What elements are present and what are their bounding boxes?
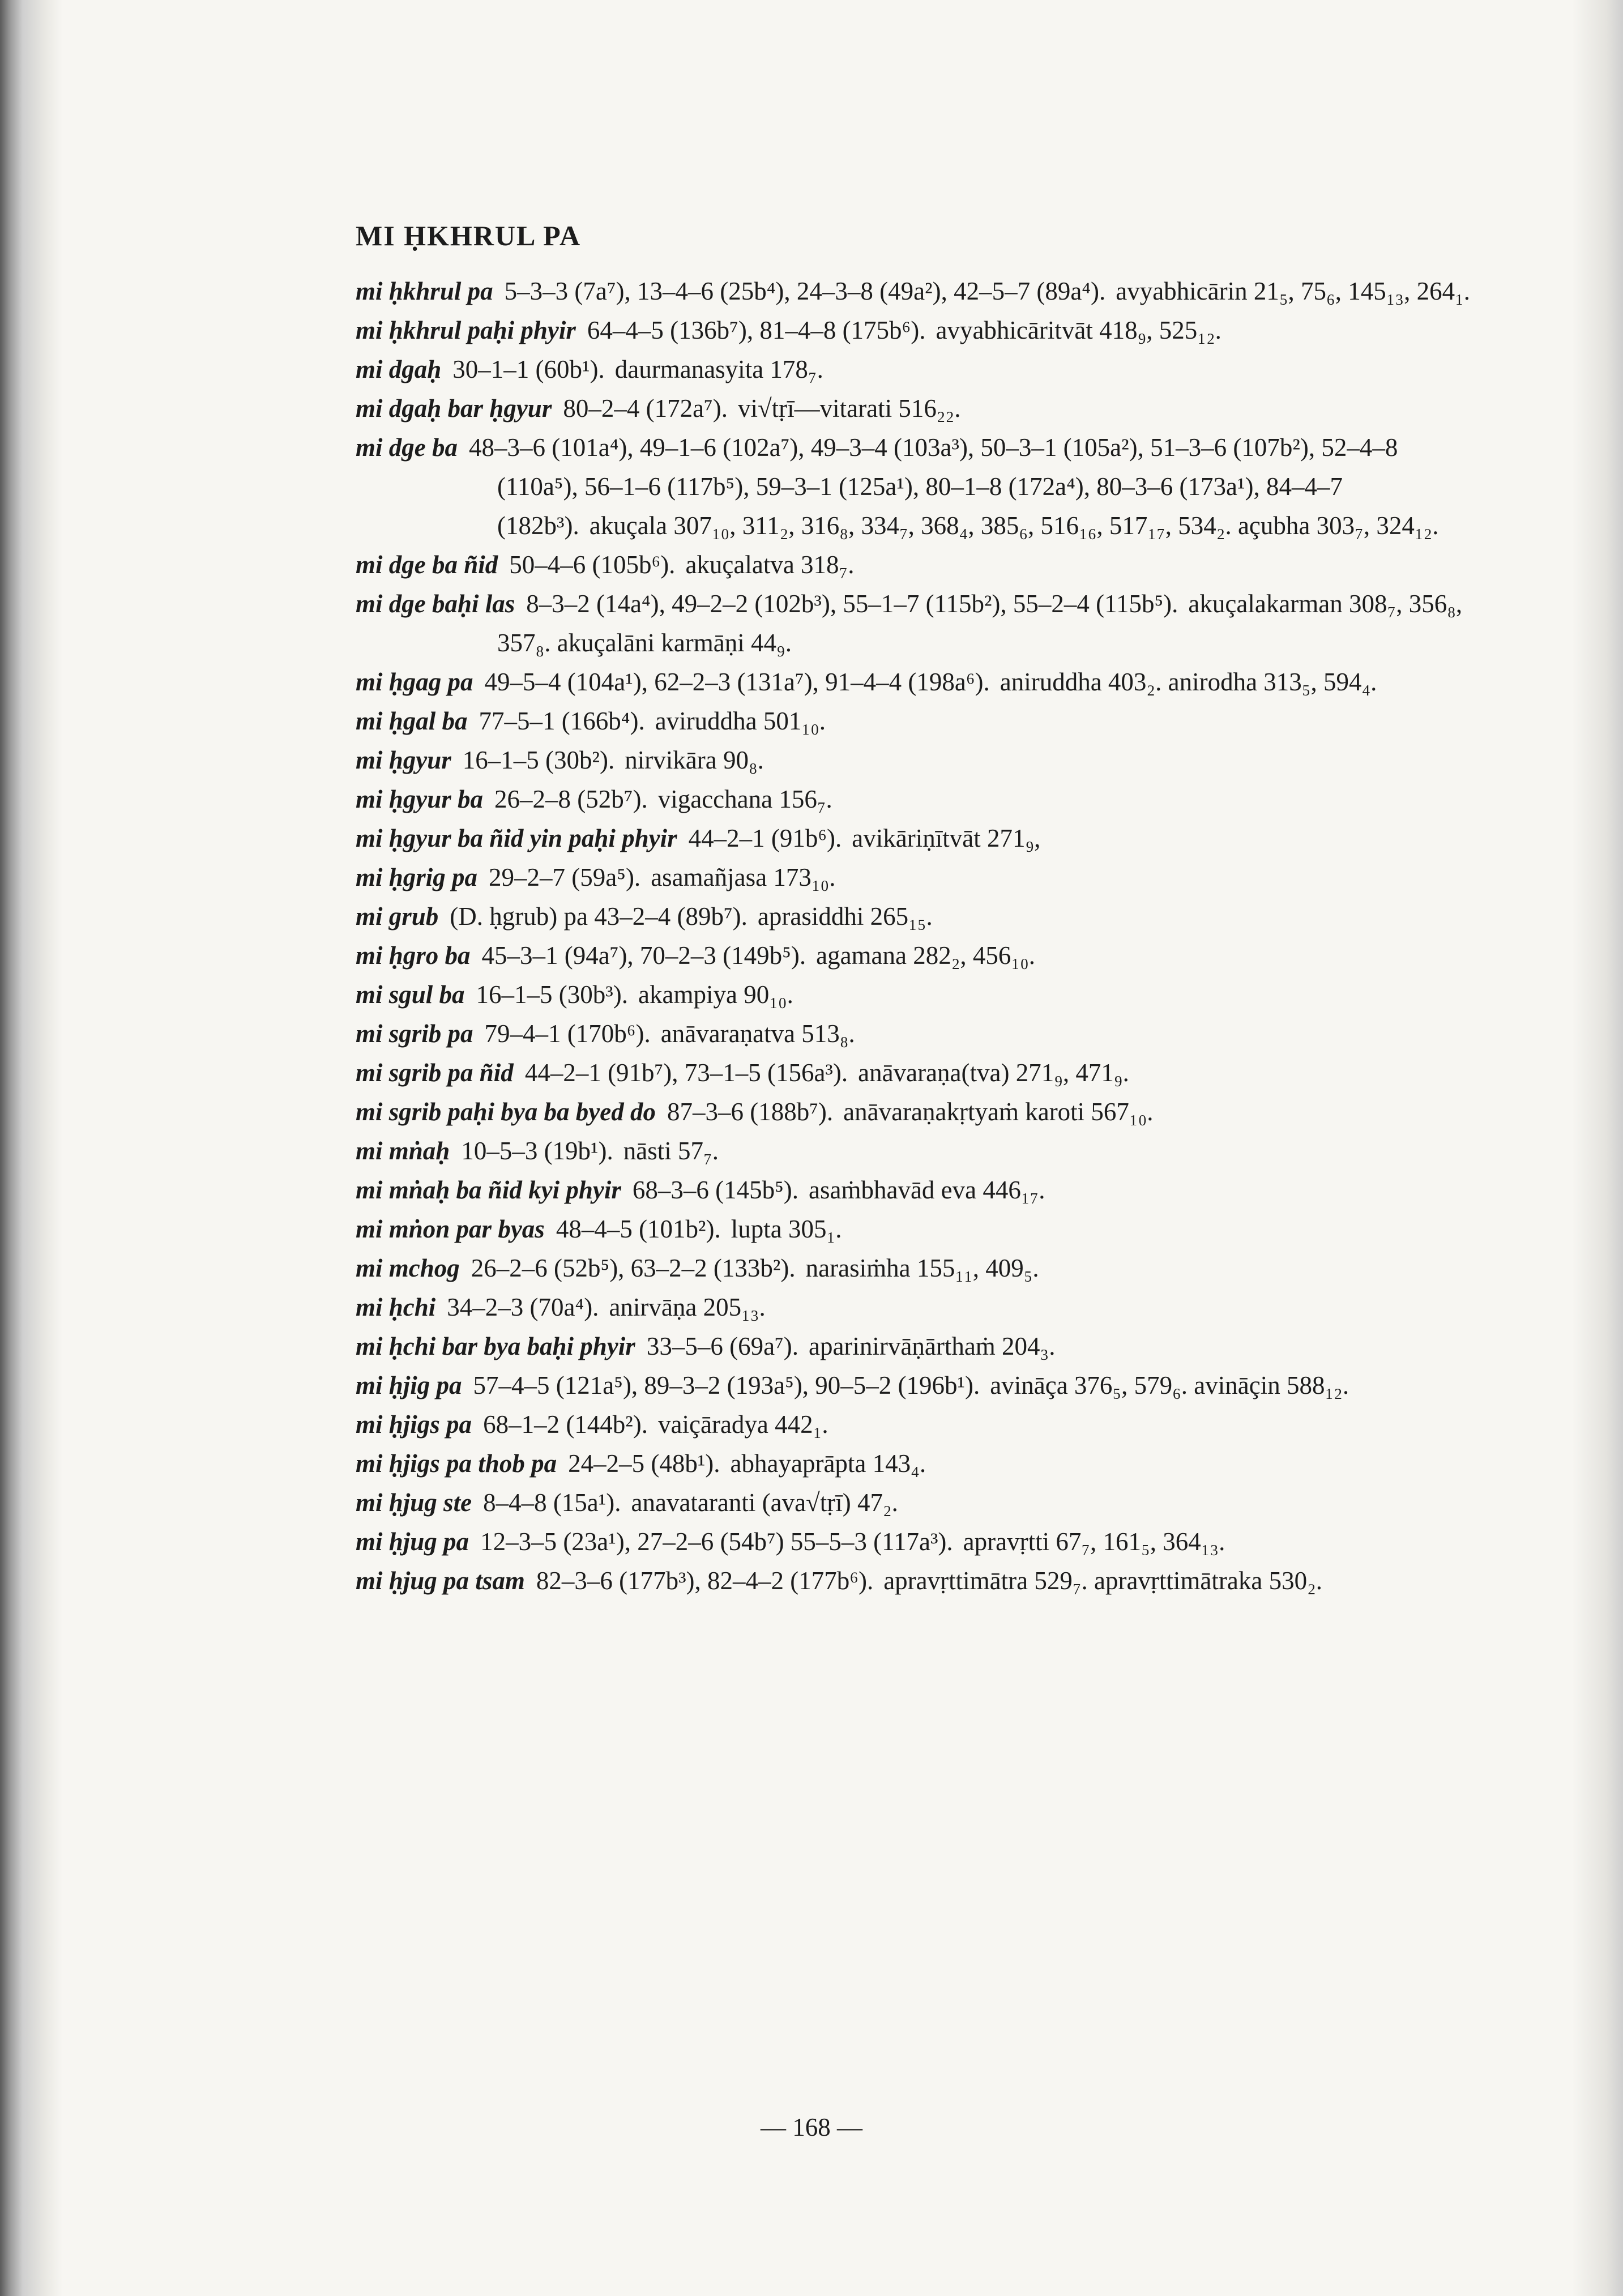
entry-references: 12–3–5 (23a¹), 27–2–6 (54b⁷) 55–5–3 (117a³).: [480, 1527, 953, 1556]
entry-sanskrit: vaiçāradya 442₁.: [658, 1410, 828, 1439]
dictionary-entry: [356, 584, 1477, 663]
entry-references: 24–2–5 (48b¹).: [568, 1449, 720, 1478]
entry-sanskrit: avināça 376₅, 579₆. avināçin 588₁₂.: [990, 1371, 1349, 1399]
entry-sanskrit: nirvikāra 90₈.: [625, 746, 764, 774]
entry-sanskrit: aprasiddhi 265₁₅.: [757, 902, 933, 931]
dictionary-entry: [356, 780, 1477, 819]
entry-sanskrit: akampiya 90₁₀.: [638, 980, 793, 1009]
entry-headword: mi mṅon par byas: [356, 1215, 545, 1243]
dictionary-entry: [356, 1444, 1477, 1483]
dictionary-entry: [356, 1366, 1477, 1405]
dictionary-entry: [356, 389, 1477, 428]
entry-headword: mi ḥjug pa: [356, 1527, 469, 1556]
dictionary-entry: [356, 1561, 1477, 1601]
entry-headword: mi ḥchi bar bya baḥi phyir: [356, 1332, 635, 1360]
entry-references: 50–4–6 (105b⁶).: [509, 550, 676, 579]
entry-sanskrit: daurmanasyita 178₇.: [614, 355, 823, 383]
entry-sanskrit: avyabhicārin 21₅, 75₆, 145₁₃, 264₁.: [1116, 277, 1471, 305]
entry-references: 26–2–8 (52b⁷).: [494, 785, 648, 813]
dictionary-entry: [356, 663, 1477, 702]
dictionary-entry: [356, 350, 1477, 389]
entry-references: 82–3–6 (177b³), 82–4–2 (177b⁶).: [536, 1567, 874, 1595]
entry-sanskrit: avyabhicāritvāt 418₉, 525₁₂.: [936, 316, 1221, 344]
entry-references: 10–5–3 (19b¹).: [461, 1137, 613, 1165]
dictionary-entry: [356, 1522, 1477, 1561]
entry-references: 5–3–3 (7a⁷), 13–4–6 (25b⁴), 24–3–8 (49a²), 42–5–7 (89a⁴).: [504, 277, 1106, 305]
entry-headword: mi ḥgyur ba: [356, 785, 484, 813]
entry-headword: mi sgul ba: [356, 980, 465, 1009]
dictionary-entry: [356, 428, 1477, 545]
entry-references: 77–5–1 (166b⁴).: [479, 707, 645, 735]
scan-shadow-left: [0, 0, 62, 2296]
dictionary-entry: [356, 975, 1477, 1014]
entry-headword: mi sgrib paḥi bya ba byed do: [356, 1098, 656, 1126]
dictionary-entry: [356, 1132, 1477, 1171]
entry-list: [356, 272, 1477, 1601]
entry-headword: mi dgaḥ: [356, 355, 442, 383]
entry-sanskrit: agamana 282₂, 456₁₀.: [816, 941, 1036, 970]
entry-references: 16–1–5 (30b³).: [476, 980, 629, 1009]
entry-sanskrit: vigacchana 156₇.: [657, 785, 832, 813]
entry-references: 44–2–1 (91b⁷), 73–1–5 (156a³).: [524, 1059, 848, 1087]
entry-references: 30–1–1 (60b¹).: [452, 355, 605, 383]
entry-references: 68–1–2 (144b²).: [483, 1410, 648, 1439]
entry-references: 64–4–5 (136b⁷), 81–4–8 (175b⁶).: [587, 316, 926, 344]
entry-references: 16–1–5 (30b²).: [462, 746, 615, 774]
entry-sanskrit: nāsti 57₇.: [623, 1137, 719, 1165]
entry-references: 8–4–8 (15a¹).: [483, 1488, 621, 1517]
entry-sanskrit: vi√tṛī—vitarati 516₂₂.: [737, 394, 961, 423]
entry-headword: mi sgrib pa: [356, 1019, 473, 1048]
entry-headword: mi dge ba ñid: [356, 550, 498, 579]
entry-sanskrit: aniruddha 403₂. anirodha 313₅, 594₄.: [1000, 668, 1377, 696]
dictionary-entry: [356, 1405, 1477, 1444]
dictionary-entry: [356, 545, 1477, 584]
entry-references: 68–3–6 (145b⁵).: [632, 1176, 799, 1204]
dictionary-entry: [356, 1288, 1477, 1327]
entry-sanskrit: narasiṁha 155₁₁, 409₅.: [805, 1254, 1039, 1282]
scan-shadow-right: [1572, 0, 1623, 2296]
entry-references: 44–2–1 (91b⁶).: [688, 824, 842, 852]
entry-references: (D. ḥgrub) pa 43–2–4 (89b⁷).: [450, 902, 748, 931]
entry-sanskrit: lupta 305₁.: [731, 1215, 842, 1243]
entry-headword: mi grub: [356, 902, 439, 931]
entry-headword: mi dge baḥi las: [356, 590, 515, 618]
dictionary-entry: [356, 1014, 1477, 1053]
entry-sanskrit: asaṁbhavād eva 446₁₇.: [809, 1176, 1045, 1204]
entry-headword: mi ḥgyur: [356, 746, 451, 774]
entry-headword: mi ḥjigs pa: [356, 1410, 472, 1439]
entry-references: 57–4–5 (121a⁵), 89–3–2 (193a⁵), 90–5–2 (196b¹).: [473, 1371, 980, 1399]
entry-sanskrit: anāvaraṇakṛtyaṁ karoti 567₁₀.: [843, 1098, 1154, 1126]
page-number: — 168 —: [761, 2113, 862, 2141]
entry-headword: mi ḥgal ba: [356, 707, 468, 735]
dictionary-entry: [356, 1483, 1477, 1522]
entry-references: 34–2–3 (70a⁴).: [447, 1293, 599, 1321]
dictionary-entry: [356, 936, 1477, 975]
entry-sanskrit: abhayaprāpta 143₄.: [730, 1449, 926, 1478]
entry-sanskrit: anavataranti (ava√tṛī) 47₂.: [631, 1488, 898, 1517]
running-head: MI ḤKHRUL PA: [356, 220, 582, 251]
entry-sanskrit: asamañjasa 173₁₀.: [651, 863, 836, 891]
dictionary-entry: [356, 858, 1477, 897]
dictionary-entry: [356, 311, 1477, 350]
dictionary-entry: [356, 1210, 1477, 1249]
entry-headword: mi ḥjigs pa thob pa: [356, 1449, 557, 1478]
dictionary-entry: [356, 1249, 1477, 1288]
entry-headword: mi ḥjug ste: [356, 1488, 472, 1517]
entry-headword: mi ḥchi: [356, 1293, 436, 1321]
entry-headword: mi ḥjug pa tsam: [356, 1567, 525, 1595]
entry-references: 26–2–6 (52b⁵), 63–2–2 (133b²).: [471, 1254, 796, 1282]
entry-headword: mi ḥgro ba: [356, 941, 471, 970]
entry-references: 29–2–7 (59a⁵).: [489, 863, 641, 891]
entry-sanskrit: anirvāṇa 205₁₃.: [609, 1293, 766, 1321]
entry-sanskrit: anāvaraṇatva 513₈.: [660, 1019, 855, 1048]
entry-headword: mi ḥkhrul paḥi phyir: [356, 316, 576, 344]
entry-references: 80–2–4 (172a⁷).: [563, 394, 728, 423]
entry-headword: mi mṅaḥ: [356, 1137, 450, 1165]
entry-references: 79–4–1 (170b⁶).: [484, 1019, 651, 1048]
entry-sanskrit: apravṛtti 67₇, 161₅, 364₁₃.: [963, 1527, 1225, 1556]
entry-headword: mi dge ba: [356, 433, 458, 462]
entry-sanskrit: aviruddha 501₁₀.: [655, 707, 826, 735]
dictionary-entry: [356, 1171, 1477, 1210]
entry-headword: mi ḥgag pa: [356, 668, 473, 696]
dictionary-entry: [356, 897, 1477, 936]
entry-references: 87–3–6 (188b⁷).: [667, 1098, 834, 1126]
entry-headword: mi sgrib pa ñid: [356, 1059, 514, 1087]
entry-sanskrit: apravṛttimātra 529₇. apravṛttimātraka 530₂.: [883, 1567, 1323, 1595]
entry-sanskrit: akuçalakarman 308₇, 356₈, 357₈. akuçalāni karmāṇi 44₉.: [497, 590, 1463, 657]
dictionary-entry: [356, 272, 1477, 311]
dictionary-entry: [356, 702, 1477, 741]
entry-references: 48–3–6 (101a⁴), 49–1–6 (102a⁷), 49–3–4 (103a³), 50–3–1 (105a²), 51–3–6 (107b²), 52–4–8 (110a⁵), 56–1–6 (117b⁵), 59–3–1 (125a¹), 80–1–8 (172a⁴), 80–3–6 (173a¹), 84–4–7 (182b³).: [468, 433, 1398, 540]
entry-headword: mi ḥjig pa: [356, 1371, 462, 1399]
page-content: [356, 215, 1477, 1601]
entry-references: 49–5–4 (104a¹), 62–2–3 (131a⁷), 91–4–4 (198a⁶).: [484, 668, 990, 696]
entry-references: 48–4–5 (101b²).: [556, 1215, 721, 1243]
entry-headword: mi mchog: [356, 1254, 460, 1282]
dictionary-entry: [356, 1327, 1477, 1366]
entry-headword: mi dgaḥ bar ḥgyur: [356, 394, 552, 423]
entry-sanskrit: aparinirvāṇārthaṁ 204₃.: [808, 1332, 1056, 1360]
dictionary-entry: [356, 1092, 1477, 1132]
entry-sanskrit: avikāriṇītvāt 271₉,: [852, 824, 1041, 852]
entry-sanskrit: akuçalatva 318₇.: [685, 550, 855, 579]
entry-headword: mi ḥgrig pa: [356, 863, 478, 891]
entry-sanskrit: akuçala 307₁₀, 311₂, 316₈, 334₇, 368₄, 385₆, 516₁₆, 517₁₇, 534₂. açubha 303₇, 324₁₂.: [589, 511, 1439, 540]
dictionary-entry: [356, 819, 1477, 858]
entry-headword: mi ḥgyur ba ñid yin paḥi phyir: [356, 824, 677, 852]
dictionary-entry: [356, 741, 1477, 780]
entry-references: 33–5–6 (69a⁷).: [646, 1332, 798, 1360]
dictionary-entry: [356, 1053, 1477, 1092]
entry-references: 45–3–1 (94a⁷), 70–2–3 (149b⁵).: [481, 941, 806, 970]
entry-headword: mi ḥkhrul pa: [356, 277, 493, 305]
entry-headword: mi mṅaḥ ba ñid kyi phyir: [356, 1176, 621, 1204]
entry-references: 8–3–2 (14a⁴), 49–2–2 (102b³), 55–1–7 (115b²), 55–2–4 (115b⁵).: [526, 590, 1178, 618]
entry-sanskrit: anāvaraṇa(tva) 271₉, 471₉.: [858, 1059, 1129, 1087]
